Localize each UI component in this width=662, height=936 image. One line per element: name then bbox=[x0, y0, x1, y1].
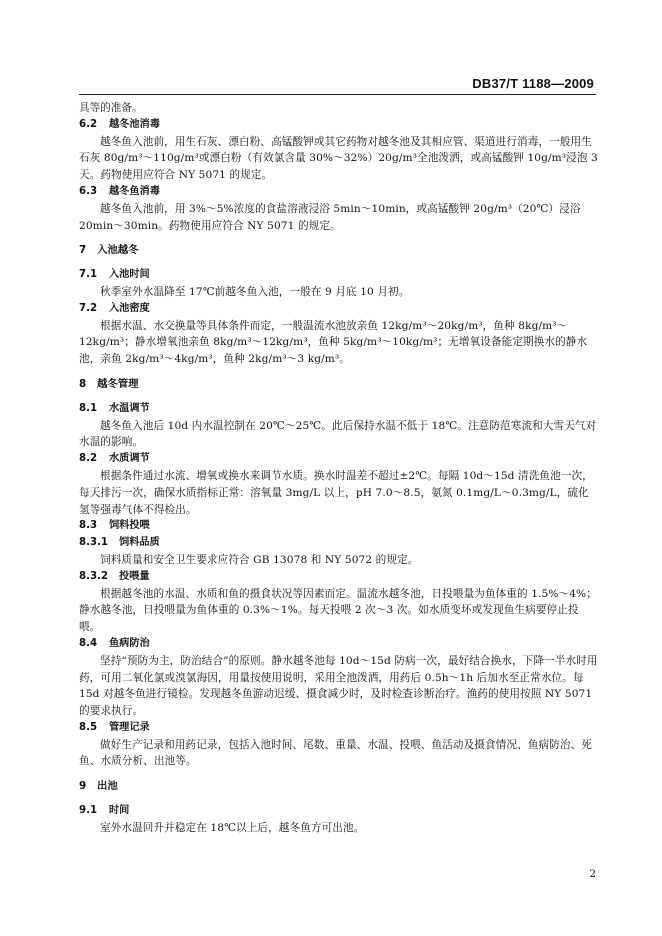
header-divider bbox=[79, 94, 596, 95]
heading-number: 7 bbox=[79, 244, 87, 257]
heading-number: 7.2 bbox=[79, 302, 98, 314]
heading-number: 8.2 bbox=[79, 453, 98, 465]
heading-title: 水温调节 bbox=[109, 402, 150, 414]
subsection-heading bbox=[79, 451, 598, 468]
paragraph: 越冬鱼入池后 10d 内水温控制在 20℃～25℃。此后保持水温不低于 18℃。注意防范寒流和大雪天气对水温的影响。 bbox=[79, 419, 597, 449]
subsection-heading bbox=[79, 301, 598, 318]
section-heading bbox=[79, 376, 598, 393]
paragraph: 具等的准备。 bbox=[79, 102, 143, 114]
subsection-heading bbox=[79, 518, 598, 535]
paragraph: 越冬鱼入池前，用生石灰、漂白粉、高锰酸钾或其它药物对越冬池及其相应管、渠道进行消毒，一般用生石灰 80g/m³～110g/m³或漂白粉（有效氯含量 30%～32%）20g/m³全池泼洒，或高锰酸钾 10g/m³浸泡 3 天。药物使用应符合 NY 5071 的规定。 bbox=[79, 135, 598, 182]
heading-title: 入池越冬 bbox=[97, 244, 139, 257]
heading-number: 7.1 bbox=[79, 269, 98, 281]
heading-title: 入池密度 bbox=[109, 302, 150, 314]
heading-title: 越冬管理 bbox=[97, 377, 139, 390]
paragraph: 饲料质量和安全卫生要求应符合 GB 13078 和 NY 5072 的规定。 bbox=[100, 553, 419, 566]
paragraph: 根据越冬池的水温、水质和鱼的摄食状况等因素而定。温流水越冬池，日投喂量为鱼体重的 1.5%～4%；静水越冬池，日投喂量为鱼体重的 0.3%～1%。每天投喂 2 次～3 次。如水质变坏或发现鱼生病要停止投喂。 bbox=[79, 587, 597, 634]
paragraph: 根据条件通过水流、增氧或换水来调节水质。换水时温差不超过±2℃。每隔 10d～15d 清洗鱼池一次，每天排污一次，确保水质指标正常：溶氧量 3mg/L 以上，pH 7.0～8.5，氨氮 0.1mg/L～0.3mg/L，硫化氢等强毒气体不得检出。 bbox=[79, 469, 593, 516]
heading-title: 出池 bbox=[97, 780, 118, 793]
heading-number: 9 bbox=[79, 780, 87, 793]
paragraph: 室外水温回升并稳定在 18℃以上后，越冬鱼方可出池。 bbox=[100, 821, 365, 834]
page-number: 2 bbox=[589, 868, 596, 880]
subsection-heading bbox=[79, 569, 598, 586]
heading-title: 越冬池消毒 bbox=[109, 118, 160, 130]
subsection-heading bbox=[79, 720, 598, 737]
heading-number: 8.1 bbox=[79, 402, 98, 414]
heading-number: 8.5 bbox=[79, 721, 98, 733]
paragraph: 做好生产记录和用药记录，包括入池时间、尾数、重量、水温、投喂、鱼活动及摄食情况、鱼病防治、死鱼、水质分析、出池等。 bbox=[79, 738, 592, 768]
section-heading bbox=[79, 778, 598, 795]
heading-title: 入池时间 bbox=[109, 269, 150, 281]
heading-number: 8.3 bbox=[79, 520, 98, 532]
document-body bbox=[79, 100, 598, 837]
paragraph: 根据水温、水交换量等具体条件而定，一般温流水池放亲鱼 12kg/m³～20kg/m³，鱼种 8kg/m³～12kg/m³；静水增氧池亲鱼 8kg/m³～12kg/m³，鱼种 5kg/m³～10kg/m³；无增氧设备能定期换水的静水池，亲鱼 2kg/m³～4kg/m³，鱼种 2kg/m³～3 kg/m³。 bbox=[79, 319, 588, 366]
paragraph: 秋季室外水温降至 17℃前越冬鱼入池，一般在 9 月底 10 月初。 bbox=[100, 285, 410, 298]
heading-title: 越冬鱼消毒 bbox=[109, 185, 160, 197]
subsection-heading bbox=[79, 184, 598, 201]
subsection-heading bbox=[79, 636, 598, 653]
heading-title: 水质调节 bbox=[109, 453, 150, 465]
subsection-heading bbox=[79, 803, 598, 820]
paragraph: 坚持“预防为主，防治结合”的原则。静水越冬池每 10d～15d 防病一次，最好结合换水，下降一半水时用药，可用二氧化氯或溴氯海因，用量按使用说明，采用全池泼洒，用药后 0.5h～1h 后加水至正常水位。每 15d 对越冬鱼进行镜检。发现越冬鱼游动迟缓、摄食减少时，及时检查诊断治疗。渔药的使用按照 NY 5071 的要求执行。 bbox=[79, 654, 598, 718]
paragraph: 越冬鱼入池前，用 3%～5%浓度的食盐溶液浸浴 5min～10min，或高锰酸钾 20g/m³（20℃）浸浴 20min～30min。药物使用应符合 NY 5071 的规定。 bbox=[79, 202, 581, 232]
heading-title: 饲料品质 bbox=[119, 537, 160, 549]
section-heading bbox=[79, 242, 598, 259]
heading-title: 投喂量 bbox=[119, 570, 150, 582]
document-code: DB37/T 1188—2009 bbox=[472, 76, 594, 91]
heading-number: 8 bbox=[79, 377, 87, 390]
subsection-heading bbox=[79, 267, 598, 284]
heading-number: 6.2 bbox=[79, 118, 98, 130]
heading-number: 8.3.1 bbox=[79, 537, 109, 549]
subsection-heading bbox=[79, 401, 598, 418]
heading-title: 时间 bbox=[109, 805, 130, 817]
heading-title: 饲料投喂 bbox=[109, 520, 150, 532]
heading-number: 6.3 bbox=[79, 185, 98, 197]
subsection-heading bbox=[79, 117, 598, 134]
heading-number: 8.3.2 bbox=[79, 570, 109, 582]
heading-number: 8.4 bbox=[79, 637, 98, 649]
heading-number: 9.1 bbox=[79, 805, 98, 817]
heading-title: 鱼病防治 bbox=[109, 637, 150, 649]
heading-title: 管理记录 bbox=[109, 721, 150, 733]
subsection-heading bbox=[79, 535, 598, 552]
